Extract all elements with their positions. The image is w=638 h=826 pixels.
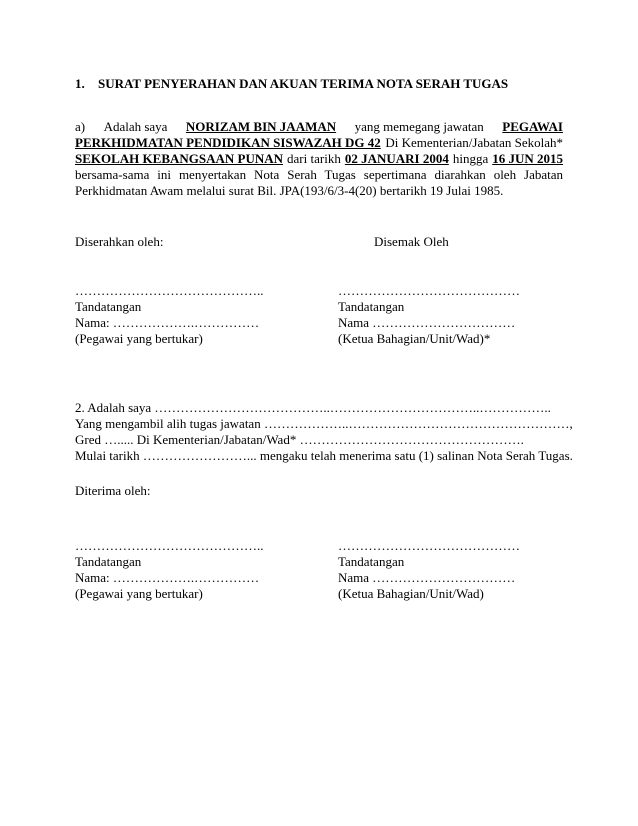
- receipt-left-role: (Pegawai yang bertukar): [75, 586, 203, 601]
- receipt-right-name: Nama ……………………………: [338, 570, 516, 585]
- receipt-left-signature-label: Tandatangan: [75, 554, 142, 569]
- receipt-left-name: Nama: ……………….……………: [75, 570, 260, 585]
- handover-left-role: (Pegawai yang bertukar): [75, 331, 203, 346]
- handover-right-signature-label: Tandatangan: [338, 299, 405, 314]
- section-2-line-4: Mulai tarikh ……………………... mengaku telah menerima satu (1) salinan Nota Serah Tugas.: [75, 448, 573, 463]
- section-2-line-3: Gred …..... Di Kementerian/Jabatan/Wad* …………………………………………….: [75, 432, 524, 447]
- handover-left-signature-label: Tandatangan: [75, 299, 142, 314]
- handover-left-signature-line: ……………………………………..: [75, 283, 264, 298]
- handover-right-name: Nama ……………………………: [338, 315, 516, 330]
- receipt-right-signature-label: Tandatangan: [338, 554, 405, 569]
- officer-name: NORIZAM BIN JAAMAN: [185, 119, 337, 134]
- date-to: 16 JUN 2015: [492, 151, 563, 166]
- date-from-label: dari tarikh: [287, 151, 341, 166]
- handover-right-role: (Ketua Bahagian/Unit/Wad)*: [338, 331, 491, 346]
- handover-right-signature-line: ……………………………………: [338, 283, 520, 298]
- ministry-text: Di Kementerian/Jabatan Sekolah*: [385, 135, 563, 150]
- date-to-label: hingga: [452, 151, 489, 166]
- section-2-line-1: 2. Adalah saya …………………………………..……………………………..……………..: [75, 400, 551, 415]
- section-a-body-line-5: Perkhidmatan Awam melalui surat Bil. JPA(193/6/3-4(20) bertarikh 19 Julai 1985.: [75, 183, 504, 198]
- date-from: 02 JANUARI 2004: [344, 151, 449, 166]
- post-title-part-2: PERKHIDMATAN PENDIDIKAN SISWAZAH DG 42: [75, 135, 381, 150]
- section-a-intro: Adalah saya: [103, 119, 168, 134]
- section-a-label: a): [75, 119, 86, 134]
- section-a-line-4: [75, 167, 563, 183]
- section-a-line-1: [75, 119, 563, 135]
- received-by-heading: Diterima oleh:: [75, 483, 151, 498]
- receipt-left-signature-line: ……………………………………..: [75, 538, 264, 553]
- section-a-body-line-4: bersama-sama ini menyertakan Nota Serah Tugas sepertimana diarahkan oleh Jabatan: [75, 167, 563, 182]
- page-title: SURAT PENYERAHAN DAN AKUAN TERIMA NOTA SERAH TUGAS: [98, 76, 509, 91]
- post-title-part-1: PEGAWAI: [502, 119, 563, 134]
- receipt-right-signature-line: ……………………………………: [338, 538, 520, 553]
- receipt-right-role: (Ketua Bahagian/Unit/Wad): [338, 586, 484, 601]
- section-2-line-2: Yang mengambil alih tugas jawatan ………………..……………………………………………,: [75, 416, 573, 431]
- handover-left-name: Nama: ……………….……………: [75, 315, 260, 330]
- section-a-line-3: [75, 151, 563, 167]
- school-name: SEKOLAH KEBANGSAAN PUNAN: [75, 151, 284, 166]
- handed-over-by-heading: Diserahkan oleh:: [75, 234, 164, 249]
- section-a-line-2: [75, 135, 563, 151]
- heading-number: 1.: [75, 76, 85, 91]
- checked-by-heading: Disemak Oleh: [374, 234, 449, 249]
- section-a-post-intro: yang memegang jawatan: [354, 119, 484, 134]
